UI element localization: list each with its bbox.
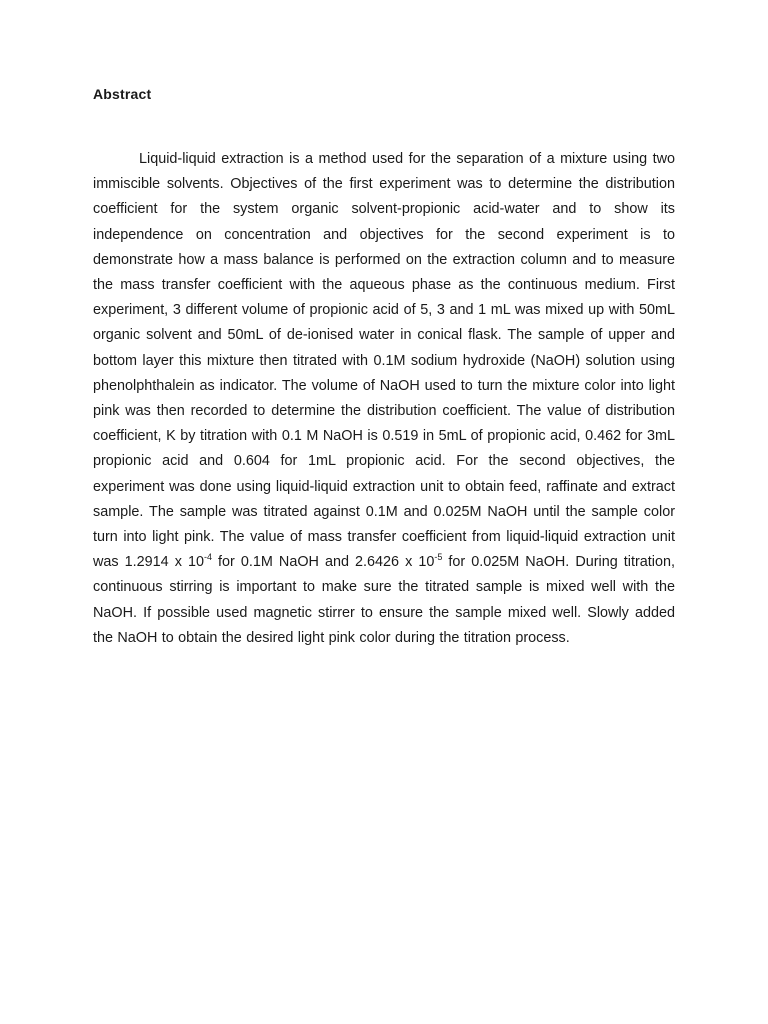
abstract-heading: Abstract	[93, 86, 152, 102]
abstract-text-part-3: for 0.025M NaOH. During titration, continuous stirring is important to make sure the titrated sample is mixed well with the NaOH. If possible used magnetic stirrer to ensure the sample mixed well. Slowly added the NaOH to obtain the desired light pink color during the titration process.	[93, 554, 675, 646]
abstract-text-part-2: for 0.1M NaOH and 2.6426 x 10	[211, 554, 435, 571]
abstract-text-part-1: Liquid-liquid extraction is a method used for the separation of a mixture using two immiscible solvents. Objectives of the first experiment was to determine the distribution coefficient for the system organic solvent-propionic acid-water and to show its independence on concentration and objectives for the second experiment is to demonstrate how a mass balance is performed on the extraction column and to measure the mass transfer coefficient with the aqueous phase as the continuous medium. First experiment, 3 different volume of propionic acid of 5, 3 and 1 mL was mixed up with 50mL organic solvent and 50mL of de-ionised water in conical flask. The sample of upper and bottom layer this mixture then titrated with 0.1M sodium hydroxide (NaOH) solution using phenolphthalein as indicator. The volume of NaOH used to turn the mixture color into light pink was then recorded to determine the distribution coefficient. The value of distribution coefficient, K by titration with 0.1 M NaOH is 0.519 in 5mL of propionic acid, 0.462 for 3mL propionic acid and 0.604 for 1mL propionic acid. For the second objectives, the experiment was done using liquid-liquid extraction unit to obtain feed, raffinate and extract sample. The sample was titrated against 0.1M and 0.025M NaOH until the sample color turn into light pink. The value of mass transfer coefficient from liquid-liquid extraction unit was 1.2914 x 10	[93, 151, 675, 571]
exponent-2: -5	[434, 552, 443, 563]
exponent-1: -4	[203, 552, 212, 563]
abstract-paragraph	[93, 147, 675, 651]
